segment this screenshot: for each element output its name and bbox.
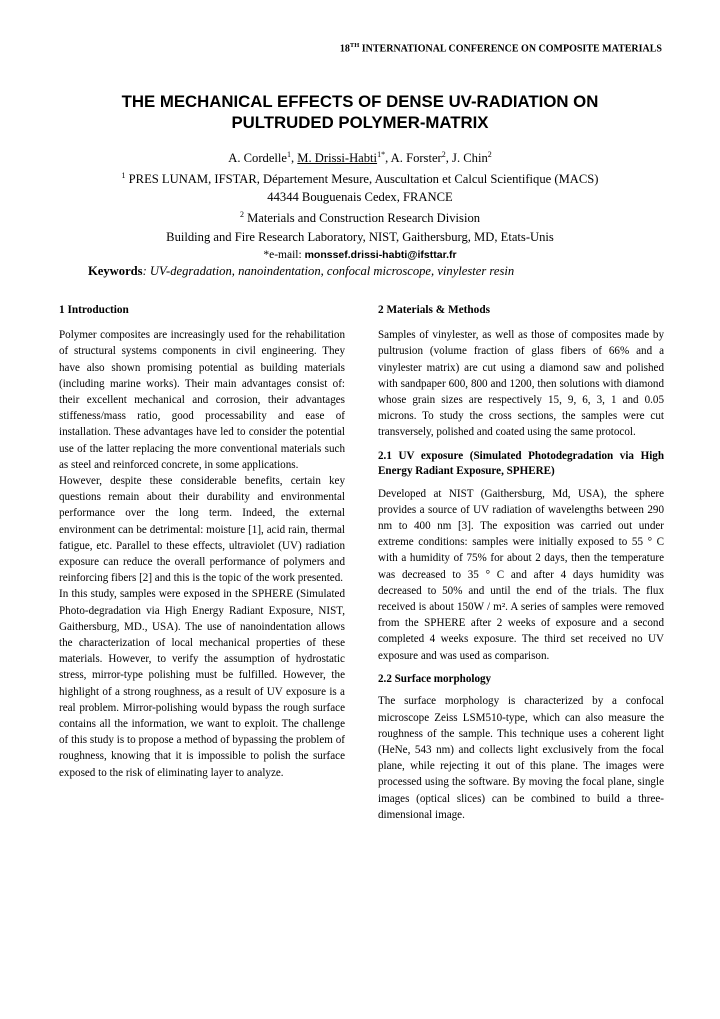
uv-exposure-paragraph: Developed at NIST (Gaithersburg, Md, USA), the sphere provides a source of UV radiation of wavelengths between 290 nm to 400 nm [3]. The exposition was carried out under extreme conditions: samples were initially exposed to 55 ° C with a humidity of 75% for about 2 days, then the temperature was decreased to 35 ° C and after 4 days humidity was decreased to 50% and until the end of the trials. The flux received is about 150W / m². A series of samples were removed from the SPHERE after 2 weeks of exposure and a second completed 4 weeks exposure. The third set received no UV exposure and was used as comparison. [378, 487, 664, 662]
affiliation-1-line-2: 44344 Bouguenais Cedex, FRANCE [267, 190, 453, 205]
surface-morphology-paragraph: The surface morphology is characterized by a confocal microscope Zeiss LSM510-type, which can also measure the roughness of the sample. This technique uses a coherent light (HeNe, 543 nm) and collects light exclusively from the focal plane, while rejecting it out of this plane. The images were processed using the software. By moving the focal plane, single images (optical slices) can be combined to build a three-dimensional image. [378, 695, 664, 821]
title-line-1: THE MECHANICAL EFFECTS OF DENSE UV-RADIATION ON [121, 92, 599, 111]
subsection-heading-uv-exposure: 2.1 UV exposure (Simulated Photodegradation via High Energy Radiant Exposure, SPHERE) [378, 449, 664, 478]
author-1: A. Cordelle [228, 151, 287, 166]
author-separator: , [445, 151, 453, 166]
author-separator: , [291, 151, 298, 166]
affiliation-2-line-1 [60, 206, 660, 227]
email-label: *e-mail: [263, 248, 305, 261]
left-column [59, 302, 345, 781]
section-heading-materials-methods: 2 Materials & Methods [378, 304, 491, 316]
subsection-heading-surface-morphology: 2.2 Surface morphology [378, 672, 492, 685]
author-1-affiliation: 1 [287, 150, 291, 159]
author-list [60, 146, 660, 167]
affiliation-1-number: 1 [121, 171, 126, 181]
title-line-2: PULTRUDED POLYMER-MATRIX [231, 113, 489, 132]
intro-paragraph-1: Polymer composites are increasingly used for the rehabilitation of structural systems components in civil engineering. They have also shown promising potential as building materials (including marine works). Their main advantages consist of: their excellent mechanical and corrosion, their advantages stiffeness/mass ratio, good processability and ease of installation. These advantages have led to consider the potential use of the latter replacing the more conventional materials such as steel and reinforced concrete, in some applications. [59, 329, 345, 471]
author-2-corresponding: M. Drissi-Habti [297, 151, 378, 166]
conference-name: INTERNATIONAL CONFERENCE ON COMPOSITE MATERIALS [359, 43, 662, 55]
intro-paragraph-3: In this study, samples were exposed in the SPHERE (Simulated Photo-degradation via High Energy Radiant Exposure, NIST, Gaithersburg, MD., USA). The use of nanoindentation allows the characterization of local mechanical properties of these materials. However, to verify the assumption of hydrostatic stress, mirror-type polishing must be fulfilled. However, the highlight of a strong roughness, as a result of UV exposure is a real problem. Mirror-polishing would bypass the rough surface contains all the information, we want to exploit. The challenge of this study is to propose a method of bypassing the problem of roughness, knowing that it is impossible to polish the surface exposed to the risk of eliminating layer to analyze. [59, 588, 345, 779]
author-2-affiliation: 1* [377, 150, 386, 159]
running-header [340, 42, 662, 54]
author-4-affiliation: 2 [487, 150, 492, 159]
intro-paragraph-2: However, despite these considerable benefits, certain key questions remain about their durability and environmental performance over the long term. Indeed, the external environment can be detrimental: moisture [1], acid rain, thermal fatigue, etc. Parallel to these effects, ultraviolet (UV) radiation exposure can reduce the overall performance of polymers and reinforcing fibers [2] and this is the topic of the work presented. [59, 475, 345, 585]
keywords [88, 264, 688, 279]
conference-ordinal: 18 [339, 43, 350, 55]
right-column [378, 302, 664, 823]
email-line [60, 246, 660, 264]
author-4: J. Chin [452, 151, 488, 166]
author-3-affiliation: 2 [441, 150, 446, 159]
author-separator: , [385, 151, 391, 166]
authors-block [60, 146, 660, 264]
paper-title [60, 91, 660, 133]
affiliation-2-number: 2 [239, 210, 244, 220]
section-heading-introduction: 1 Introduction [59, 304, 129, 316]
affiliation-2-line-2: Building and Fire Research Laboratory, NIST, Gaithersburg, MD, Etats-Unis [166, 229, 554, 244]
keywords-text: : UV-degradation, nanoindentation, confocal microscope, vinylester resin [142, 264, 515, 278]
affiliation-1-line-1 [60, 167, 660, 188]
methods-paragraph-1: Samples of vinylester, as well as those of composites made by pultrusion (volume fraction of glass fibers of 66% and a vinylester matrix) are cut using a diamond saw and polished with sandpaper 600, 800 and 1200, then solutions with diamond whose grain sizes are respectively 15, 9, 6, 3, 1 and 0.05 microns. To study the cross sections, the samples were cut transversely, polished and coated using the same protocol. [378, 329, 664, 439]
author-3: A. Forster [390, 151, 442, 166]
ordinal-suffix: TH [349, 42, 360, 49]
keywords-label: Keywords [88, 264, 143, 278]
affiliation-1-text: PRES LUNAM, IFSTAR, Département Mesure, Auscultation et Calcul Scientifique (MACS) [125, 172, 599, 187]
email-address[interactable]: monssef.drissi-habti@ifsttar.fr [304, 248, 457, 261]
affiliation-2-text: Materials and Construction Research Division [243, 211, 481, 226]
